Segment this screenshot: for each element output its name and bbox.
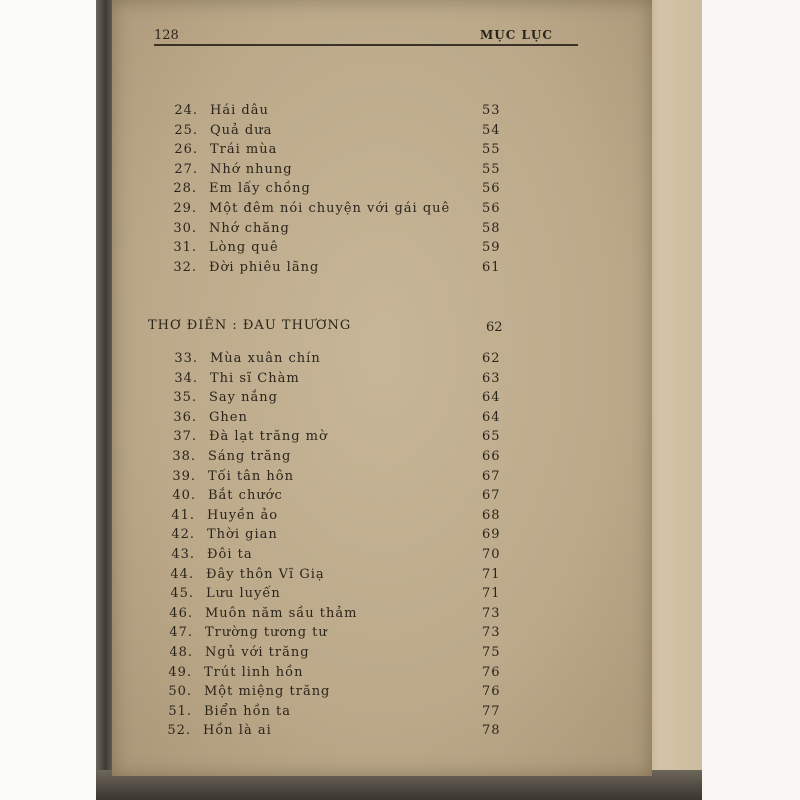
entry-title: Biển hồn ta (204, 703, 292, 719)
entry-number: 33. (174, 351, 198, 366)
entry-title: Nhớ nhung (210, 161, 293, 177)
entry-page: 78 (482, 723, 501, 739)
entry-number: 52. (167, 723, 191, 739)
entry-title: Lưu luyến (206, 586, 281, 602)
toc-entry (112, 665, 652, 685)
entry-number: 40. (172, 488, 196, 504)
toc-entry (112, 351, 652, 371)
entry-number: 46. (169, 605, 193, 621)
toc-entry (112, 240, 652, 260)
entry-page: 73 (482, 625, 501, 641)
entry-title: Nhớ chăng (209, 220, 290, 236)
toc-entry (112, 469, 652, 489)
entry-page: 75 (482, 645, 501, 660)
entry-number: 38. (172, 449, 196, 464)
toc-entry (112, 142, 652, 162)
entry-number: 42. (171, 527, 195, 543)
entry-number: 51. (168, 703, 192, 719)
toc-entry (112, 201, 652, 221)
entry-title: Say nắng (209, 390, 278, 406)
entry-number: 45. (170, 586, 194, 602)
entry-number: 41. (171, 507, 195, 523)
entry-number: 34. (174, 370, 198, 386)
entry-number: 27. (174, 161, 198, 177)
entry-title: Huyền ảo (207, 507, 279, 523)
entry-number: 35. (173, 390, 197, 406)
entry-title: Sáng trăng (208, 449, 292, 464)
entry-number: 49. (168, 664, 192, 680)
entry-number: 36. (173, 409, 197, 425)
entry-number: 30. (173, 220, 197, 236)
entry-title: Trút linh hồn (204, 664, 304, 680)
toc-entry (112, 103, 652, 123)
entry-page: 67 (482, 468, 501, 484)
entry-page: 64 (482, 390, 501, 406)
entry-number: 43. (171, 547, 195, 562)
toc-entry (112, 162, 652, 182)
section-title: THƠ ĐIÊN : ĐAU THƯƠNG (148, 318, 352, 333)
entry-page: 55 (482, 142, 501, 158)
entry-number: 25. (174, 122, 198, 138)
entry-number: 37. (173, 429, 197, 445)
toc-entry (112, 181, 652, 201)
entry-title: Ghen (209, 409, 248, 425)
entry-title: Một miệng trăng (204, 684, 331, 700)
entry-title: Lòng quê (209, 240, 279, 256)
table-of-contents (112, 0, 652, 776)
entry-title: Bắt chước (208, 488, 283, 504)
entry-page: 77 (482, 703, 501, 719)
entry-number: 39. (172, 468, 196, 484)
entry-page: 65 (482, 429, 501, 445)
entry-title: Hồn là ai (203, 723, 272, 739)
running-title: MỤC LỤC (480, 28, 553, 42)
entry-page: 76 (482, 664, 501, 680)
entry-page: 69 (482, 527, 501, 543)
entry-number: 24. (174, 103, 198, 118)
entry-page: 62 (482, 351, 501, 366)
toc-entry (112, 567, 652, 587)
page-number: 128 (154, 28, 179, 43)
entry-page: 54 (482, 122, 501, 138)
toc-entry (112, 390, 652, 410)
book-page (112, 0, 652, 776)
entry-page: 71 (482, 586, 501, 602)
toc-entry (112, 606, 652, 626)
entry-number: 48. (169, 645, 193, 660)
toc-entry (112, 488, 652, 508)
entry-number: 32. (173, 259, 197, 275)
entry-title: Em lấy chồng (209, 181, 311, 197)
entry-title: Đôi ta (207, 547, 253, 562)
entry-title: Hái dâu (210, 103, 269, 118)
toc-entry (112, 508, 652, 528)
section-page: 62 (486, 320, 503, 335)
entry-page: 55 (482, 161, 501, 177)
entry-number: 50. (168, 684, 192, 700)
entry-number: 47. (169, 625, 193, 641)
entry-page: 56 (482, 181, 501, 197)
background-left (0, 0, 100, 800)
entry-title: Thời gian (207, 527, 278, 543)
entry-page: 56 (482, 201, 501, 216)
entry-title: Đà lạt trăng mờ (209, 429, 328, 445)
entry-page: 76 (482, 684, 501, 700)
entry-page: 53 (482, 103, 501, 118)
toc-entry (112, 410, 652, 430)
entry-title: Ngủ với trăng (205, 645, 310, 660)
toc-entry (112, 371, 652, 391)
entry-title: Thi sĩ Chàm (210, 370, 300, 386)
entry-number: 28. (173, 181, 197, 197)
entry-page: 61 (482, 259, 501, 275)
toc-entry (112, 547, 652, 567)
toc-entry (112, 645, 652, 665)
entry-number: 31. (173, 240, 197, 256)
toc-entry (112, 429, 652, 449)
entry-page: 71 (482, 566, 501, 582)
entry-page: 58 (482, 220, 501, 236)
entry-page: 66 (482, 449, 501, 464)
toc-entry (112, 684, 652, 704)
entry-page: 68 (482, 507, 501, 523)
toc-entry (112, 723, 652, 743)
toc-entry (112, 625, 652, 645)
toc-entry (112, 704, 652, 724)
entry-title: Đời phiêu lãng (209, 259, 320, 275)
entry-page: 64 (482, 409, 501, 425)
entry-title: Quả dưa (210, 122, 273, 138)
entry-number: 29. (173, 201, 197, 216)
entry-page: 73 (482, 605, 501, 621)
toc-entry (112, 527, 652, 547)
entry-title: Một đêm nói chuyện với gái quê (209, 201, 451, 216)
toc-entry (112, 586, 652, 606)
entry-title: Mùa xuân chín (210, 351, 321, 366)
toc-entry (112, 260, 652, 280)
entry-number: 26. (174, 142, 198, 158)
toc-entry (112, 449, 652, 469)
entry-title: Đây thôn Vĩ Giạ (206, 566, 325, 582)
entry-page: 70 (482, 547, 501, 562)
entry-page: 59 (482, 240, 501, 256)
entry-title: Muôn năm sầu thảm (205, 605, 358, 621)
toc-entry (112, 221, 652, 241)
entry-number: 44. (170, 566, 194, 582)
entry-title: Trường tương tư (205, 625, 328, 641)
entry-page: 63 (482, 370, 501, 386)
entry-title: Trái mùa (210, 142, 278, 158)
entry-page: 67 (482, 488, 501, 504)
toc-entry (112, 123, 652, 143)
entry-title: Tối tân hôn (208, 468, 294, 484)
